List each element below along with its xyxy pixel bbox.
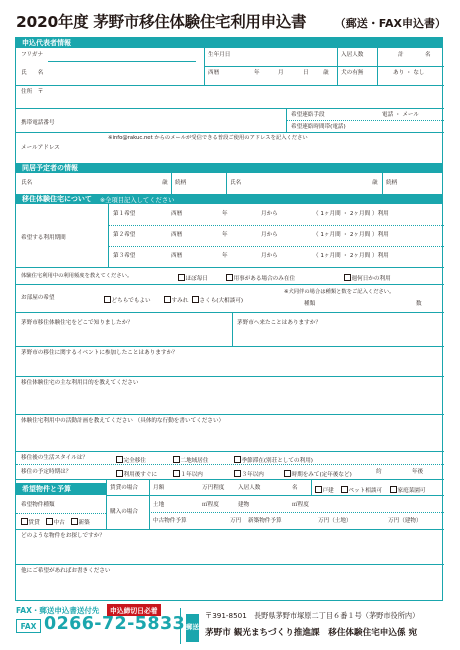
companion-name-label-2: 氏名 [230,180,242,186]
visited-question: 茅野市へ来たことはありますか？ [237,320,321,326]
rent-option-house[interactable]: 戸建 [315,486,334,495]
purpose-question: 移住体験住宅の主な利用目的を教えてください [21,380,139,386]
contact-method-label: 希望連絡手段 [291,112,325,118]
timing-option-soon[interactable]: 利用後すぐに [116,470,157,479]
other-question: 他にご希望があればお書きください [21,568,111,574]
timing-question: 移住の予定時期は？ [21,469,72,475]
choice-2-duration[interactable]: （ 1ヶ月間 ・ 2ヶ月間 ）利用 [313,232,389,238]
dog-note: ※犬同伴の場合は種類と数をご記入ください。 [284,289,395,295]
type-option-new[interactable]: 新築 [71,518,90,527]
form-title [16,10,446,30]
mail-badge: 郵送 [186,614,199,642]
room-option-any[interactable]: どちらでもよい [104,296,151,305]
deadline-badge: 申込締切日必着 [107,604,161,616]
page-subtitle: （郵送・FAX申込書） [334,17,446,30]
event-question: 茅野市の移住に関するイベントに参加したことはありますか？ [21,350,178,356]
headcount-label: 入居人数 [341,52,364,58]
contact-time-label: 希望連絡時間帯(電話) [291,124,346,130]
fax-number: 0266-72-5833 [44,614,186,634]
office-name: 茅野市 観光まちづくり推進課 移住体験住宅申込係 宛 [205,628,418,638]
pet-options[interactable]: あり ・ なし [393,70,425,76]
room-option-sakura[interactable]: さくら(大相談可) [192,296,243,305]
pet-label: 犬の有無 [341,70,364,76]
plan-question: 体験住宅利用中の活動計画を教えてください （具体的な行動を書いてください） [21,418,225,424]
buy-label: 購入の場合 [110,509,138,515]
choice-2-label: 第２希望 [113,232,136,238]
address-label: 住所 〒 [21,89,44,95]
choice-3-label: 第３希望 [113,253,136,259]
wish-question: どのような物件をお探しですか？ [21,533,105,539]
companion-name-label-1: 氏名 [21,180,33,186]
style-option-dual[interactable]: 二地域居住 [173,456,208,465]
email-label: メールアドレス [21,145,60,151]
section-property: 希望物件と予算 [16,483,106,495]
birthday-label: 生年月日 [208,52,231,58]
rent-option-pet[interactable]: ペット相談可 [341,486,382,495]
page-title: 2020年度 茅野市移住体験住宅利用申込書 [16,13,307,31]
mail-address: 〒391-8501 長野県茅野市塚原二丁目６番１号（茅野市役所内） [205,611,420,620]
rent-option-garden[interactable]: 家庭菜園可 [390,486,425,495]
fax-badge: FAX [16,619,41,633]
email-note: ※info@rakuc.net からのメールが受信できる普段ご使用のアドレスを記入ください [108,135,308,141]
choice-3-duration[interactable]: （ 1ヶ月間 ・ 2ヶ月間 ）利用 [313,253,389,259]
timing-option-3y[interactable]: ３年以内 [234,470,264,479]
style-question: 移住後の生活スタイルは？ [21,455,89,461]
type-option-used[interactable]: 中古 [46,518,65,527]
contact-options[interactable]: 電話 ・ メール [382,112,420,118]
style-option-full[interactable]: 完全移住 [116,456,146,465]
frequency-option-3[interactable]: 週何日かの利用 [344,274,391,283]
frequency-option-1[interactable]: ほぼ毎日 [178,274,208,283]
timing-option-later[interactable]: 時期をみて(定年後など) [284,470,352,479]
type-option-rent[interactable]: 賃貸 [21,518,40,527]
name-label: 氏 名 [21,70,44,76]
furigana-label: フリガナ [21,52,44,58]
section-usage: 移住体験住宅について ※全項目記入してください [16,194,442,204]
application-form: 申込代表者情報 フリガナ 氏 名 生年月日 西暦 年 月 日 歳 入居人数 計 名 犬の有無 あり ・ なし 住所 〒 携帯電話番号 希望連絡手段 電話 ・ メール 希望連絡時間帯(電話) ※info@rakuc.net からのメールが受信できる普段ご使用のアドレスを記入ください メールアドレス 同居予定者の情報 氏名 歳 続柄 氏名 歳 続柄 移住体験住宅について ※全項目記入してください 希望する利用期間 第１希望 西暦 年 月から （ 1ヶ月間 ・ 2ヶ月間 ）利用 第２希望 西暦 年 月から （ 1ヶ月間 ・ 2ヶ月間 ）利用 第３希望 西暦 年 月から （ 1ヶ月間 ・ 2ヶ月間 ）利用 体験住宅利用中の利用頻度を教えてください。 ほぼ毎日 用事がある場合のみ在住 週何日かの利用 お部屋の希望 どちらでもよい すみれ さくら(大相談可) ※犬同伴の場合は種類と数をご記入ください。 種類 数 茅野市移住体験住宅をどこで知りましたか？ 茅野市へ来たことはありますか？ 茅野市の移住に関するイベントに参加したことはありますか？ 移住体験住宅の主な利用目的を教えてください 体験住宅利用中の活動計画を教えてください （具体的な行動を書いてください） 移住後の生活スタイルは？ 完全移住 二地域居住 季節滞在(別荘としての利用) 移住の予定時期は？ 利用後すぐに １年以内 ３年以内 時期をみて(定年後など) 約 年後 希望物件と予算 賃貸の場合 月額 万円程度 入居人数 名 戸建 ペット相談可 家庭菜園可 希望物件種類 賃貸 中古 新築 購入の場合 土地 ㎡程度 建物 ㎡程度 中古物件予算 万円 新築物件予算 万円（土地） 万円（建物） どのような物件をお探しですか？ 他にご希望があればお書きください [15,37,443,601]
style-option-seasonal[interactable]: 季節滞在(別荘としての利用) [234,456,313,465]
mobile-label: 携帯電話番号 [21,120,55,126]
property-type-label: 希望物件種類 [21,502,55,508]
source-question: 茅野市移住体験住宅をどこで知りましたか？ [21,320,133,326]
rent-label: 賃貸の場合 [110,485,138,491]
period-label: 希望する利用期間 [21,235,66,241]
section-applicant: 申込代表者情報 [16,38,442,48]
section-companions: 同居予定者の情報 [16,163,442,173]
furigana-field[interactable] [48,61,196,62]
frequency-option-2[interactable]: 用事がある場合のみ在住 [226,274,295,283]
footer-caption: FAX・郵送申込書送付先 [16,606,100,615]
choice-1-label: 第１希望 [113,211,136,217]
room-label: お部屋の希望 [21,295,55,301]
frequency-question: 体験住宅利用中の利用頻度を教えてください。 [21,273,133,279]
timing-option-1y[interactable]: １年以内 [173,470,203,479]
choice-1-duration[interactable]: （ 1ヶ月間 ・ 2ヶ月間 ）利用 [313,211,389,217]
room-option-sumire[interactable]: すみれ [164,296,188,305]
